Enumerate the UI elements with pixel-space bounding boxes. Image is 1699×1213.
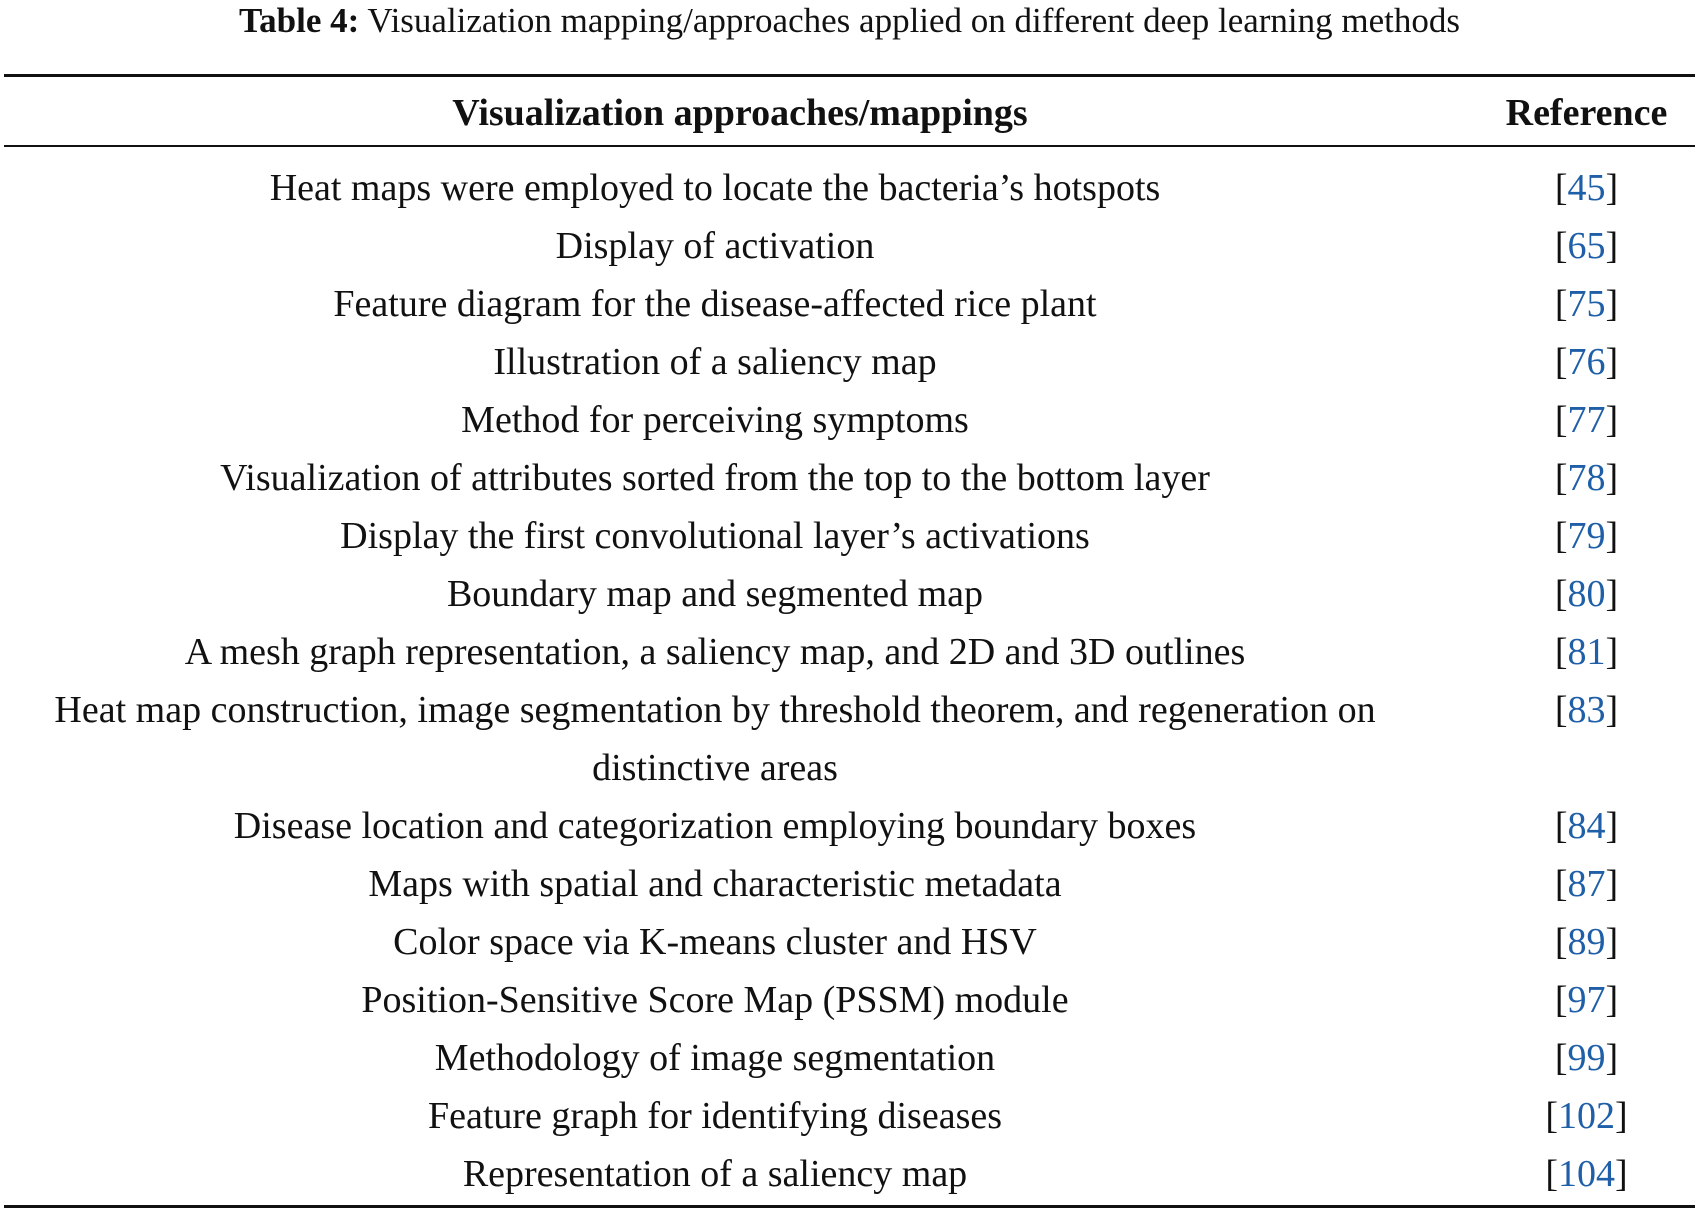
reference-link[interactable]: 65 [1567, 225, 1606, 267]
approach-cell: Illustration of a saliency map [493, 341, 937, 383]
reference-link[interactable]: 45 [1567, 167, 1606, 209]
approach-cell: Heat map construction, image segmentation by threshold theorem, and regeneration on distinctive areas [54, 689, 1376, 789]
table-row [0, 449, 1699, 507]
approach-cell: Maps with spatial and characteristic metadata [368, 863, 1062, 905]
reference-link[interactable]: 83 [1567, 689, 1606, 731]
table-row [0, 217, 1699, 275]
caption-text: Visualization mapping/approaches applied on different deep learning methods [367, 1, 1460, 40]
reference-cell: [45] [1554, 167, 1619, 209]
reference-link[interactable]: 87 [1567, 863, 1606, 905]
reference-cell: [81] [1554, 631, 1619, 673]
table-row [0, 1087, 1699, 1145]
reference-cell: [87] [1554, 863, 1619, 905]
table-header [0, 87, 1699, 139]
header-reference: Reference [1505, 92, 1668, 134]
approach-cell: A mesh graph representation, a saliency map, and 2D and 3D outlines [184, 631, 1246, 673]
table-row [0, 391, 1699, 449]
approach-cell: Method for perceiving symptoms [461, 399, 969, 441]
reference-cell: [83] [1554, 689, 1619, 731]
reference-link[interactable]: 80 [1567, 573, 1606, 615]
top-rule [4, 74, 1695, 77]
reference-link[interactable]: 76 [1567, 341, 1606, 383]
reference-cell: [79] [1554, 515, 1619, 557]
approach-cell: Visualization of attributes sorted from the top to the bottom layer [220, 457, 1210, 499]
table-row [0, 507, 1699, 565]
header-approaches: Visualization approaches/mappings [452, 92, 1028, 134]
reference-link[interactable]: 102 [1558, 1095, 1615, 1137]
approach-cell: Color space via K-means cluster and HSV [393, 921, 1037, 963]
approach-cell: Display of activation [555, 225, 875, 267]
table-row [0, 565, 1699, 623]
table-row [0, 913, 1699, 971]
approach-cell: Feature graph for identifying diseases [427, 1095, 1003, 1137]
approach-cell: Display the first convolutional layer’s activations [340, 515, 1090, 557]
reference-cell: [78] [1554, 457, 1619, 499]
table-row [0, 855, 1699, 913]
reference-cell: [80] [1554, 573, 1619, 615]
approach-cell: Heat maps were employed to locate the bacteria’s hotspots [269, 167, 1161, 209]
bottom-rule [4, 1205, 1695, 1208]
reference-link[interactable]: 89 [1567, 921, 1606, 963]
table-row [0, 275, 1699, 333]
approach-cell: Feature diagram for the disease-affected rice plant [333, 283, 1097, 325]
table-row [0, 333, 1699, 391]
reference-cell: [97] [1554, 979, 1619, 1021]
reference-cell: [75] [1554, 283, 1619, 325]
approach-cell: Methodology of image segmentation [434, 1037, 996, 1079]
reference-link[interactable]: 84 [1567, 805, 1606, 847]
reference-cell: [76] [1554, 341, 1619, 383]
reference-cell: [102] [1545, 1095, 1628, 1137]
reference-link[interactable]: 79 [1567, 515, 1606, 557]
table-row [0, 1145, 1699, 1203]
reference-cell: [65] [1554, 225, 1619, 267]
table-row [0, 623, 1699, 681]
table-row [0, 1029, 1699, 1087]
reference-link[interactable]: 97 [1567, 979, 1606, 1021]
reference-cell: [99] [1554, 1037, 1619, 1079]
table-caption [0, 0, 1699, 44]
reference-link[interactable]: 77 [1567, 399, 1606, 441]
table-body [0, 159, 1699, 1203]
approach-cell: Position-Sensitive Score Map (PSSM) module [361, 979, 1069, 1021]
reference-cell: [84] [1554, 805, 1619, 847]
table-row [0, 681, 1699, 797]
reference-cell: [104] [1545, 1153, 1628, 1195]
reference-link[interactable]: 104 [1558, 1153, 1615, 1195]
approach-cell: Representation of a saliency map [462, 1153, 968, 1195]
reference-link[interactable]: 78 [1567, 457, 1606, 499]
approach-cell: Boundary map and segmented map [446, 573, 984, 615]
table-row [0, 159, 1699, 217]
reference-link[interactable]: 99 [1567, 1037, 1606, 1079]
header-rule [4, 145, 1695, 147]
approach-cell: Disease location and categorization employing boundary boxes [233, 805, 1197, 847]
table-row [0, 971, 1699, 1029]
caption-label: Table 4: [239, 1, 360, 40]
reference-link[interactable]: 75 [1567, 283, 1606, 325]
reference-cell: [89] [1554, 921, 1619, 963]
table-row [0, 797, 1699, 855]
reference-cell: [77] [1554, 399, 1619, 441]
reference-link[interactable]: 81 [1567, 631, 1606, 673]
